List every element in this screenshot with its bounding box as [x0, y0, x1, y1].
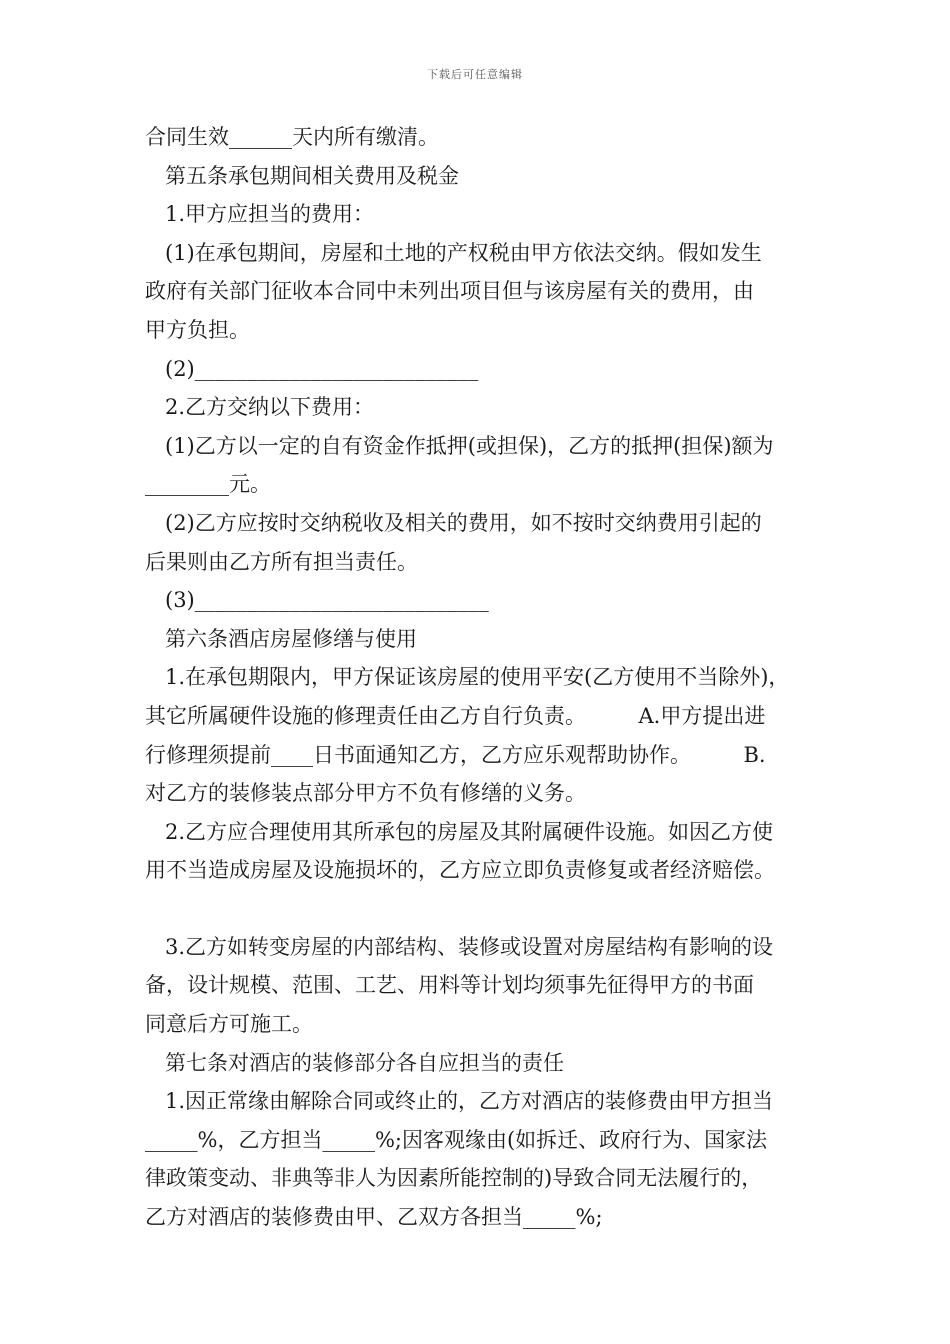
text-line: 律政策变动、非典等非人为因素所能控制的)导致合同无法履行的，	[145, 1166, 763, 1191]
text-line: 后果则由乙方所有担当责任。	[145, 549, 418, 574]
text-line: 同意后方可施工。	[145, 1012, 313, 1037]
text-line: 合同生效______天内所有缴清。	[145, 125, 439, 149]
paragraph-gap	[145, 890, 825, 928]
text-line: (1)乙方以一定的自有资金作抵押(或担保)，乙方的抵押(担保)额为	[165, 433, 774, 458]
text-line: ________元。	[145, 472, 271, 497]
text-line: _____%，乙方担当_____%;因客观缘由(如拆迁、政府行为、国家法	[145, 1127, 768, 1152]
page-header: 下载后可任意编辑	[427, 68, 523, 81]
text-line: (2)乙方应按时交纳税收及相关的费用，如不按时交纳费用引起的	[165, 510, 762, 535]
text-line: 乙方对酒店的装修费由甲、乙双方各担当_____%;	[145, 1205, 603, 1230]
section-heading: 第七条对酒店的装修部分各自应担当的责任	[165, 1050, 564, 1075]
text-line: 1.甲方应担当的费用：	[165, 202, 375, 227]
text-line: 行修理须提前____日书面通知乙方，乙方应乐观帮助协作。 B.	[145, 742, 766, 767]
section-heading: 第六条酒店房屋修缮与使用	[165, 626, 417, 651]
text-line: 1.在承包期限内，甲方保证该房屋的使用平安(乙方使用不当除外)，	[165, 665, 790, 690]
contract-body	[145, 118, 825, 1237]
text-line: 其它所属硬件设施的修理责任由乙方自行负责。 A.甲方提出进	[145, 703, 766, 728]
section-heading: 第五条承包期间相关费用及税金	[165, 163, 459, 188]
text-line: (1)在承包期间，房屋和土地的产权税由甲方依法交纳。假如发生	[165, 240, 762, 265]
text-line: 甲方负担。	[145, 317, 250, 342]
text-line: 政府有关部门征收本合同中未列出项目但与该房屋有关的费用，由	[145, 279, 754, 304]
text-line: 备，设计规模、范围、工艺、用料等计划均须事先征得甲方的书面	[145, 973, 754, 998]
text-line: (2)___________________________	[165, 356, 479, 381]
text-line: 对乙方的装修装点部分甲方不负有修缮的义务。	[145, 781, 586, 806]
text-line: 1.因正常缘由解除合同或终止的，乙方对酒店的装修费由甲方担当	[165, 1089, 774, 1114]
text-line: (3)____________________________	[165, 588, 489, 613]
text-line: 3.乙方如转变房屋的内部结构、装修或设置对房屋结构有影响的设	[165, 934, 774, 959]
text-line: 2.乙方应合理使用其所承包的房屋及其附属硬件设施。如因乙方使	[165, 819, 774, 844]
text-line: 用不当造成房屋及设施损坏的，乙方应立即负责修复或者经济赔偿。	[145, 858, 775, 883]
text-line: 2.乙方交纳以下费用：	[165, 395, 375, 420]
